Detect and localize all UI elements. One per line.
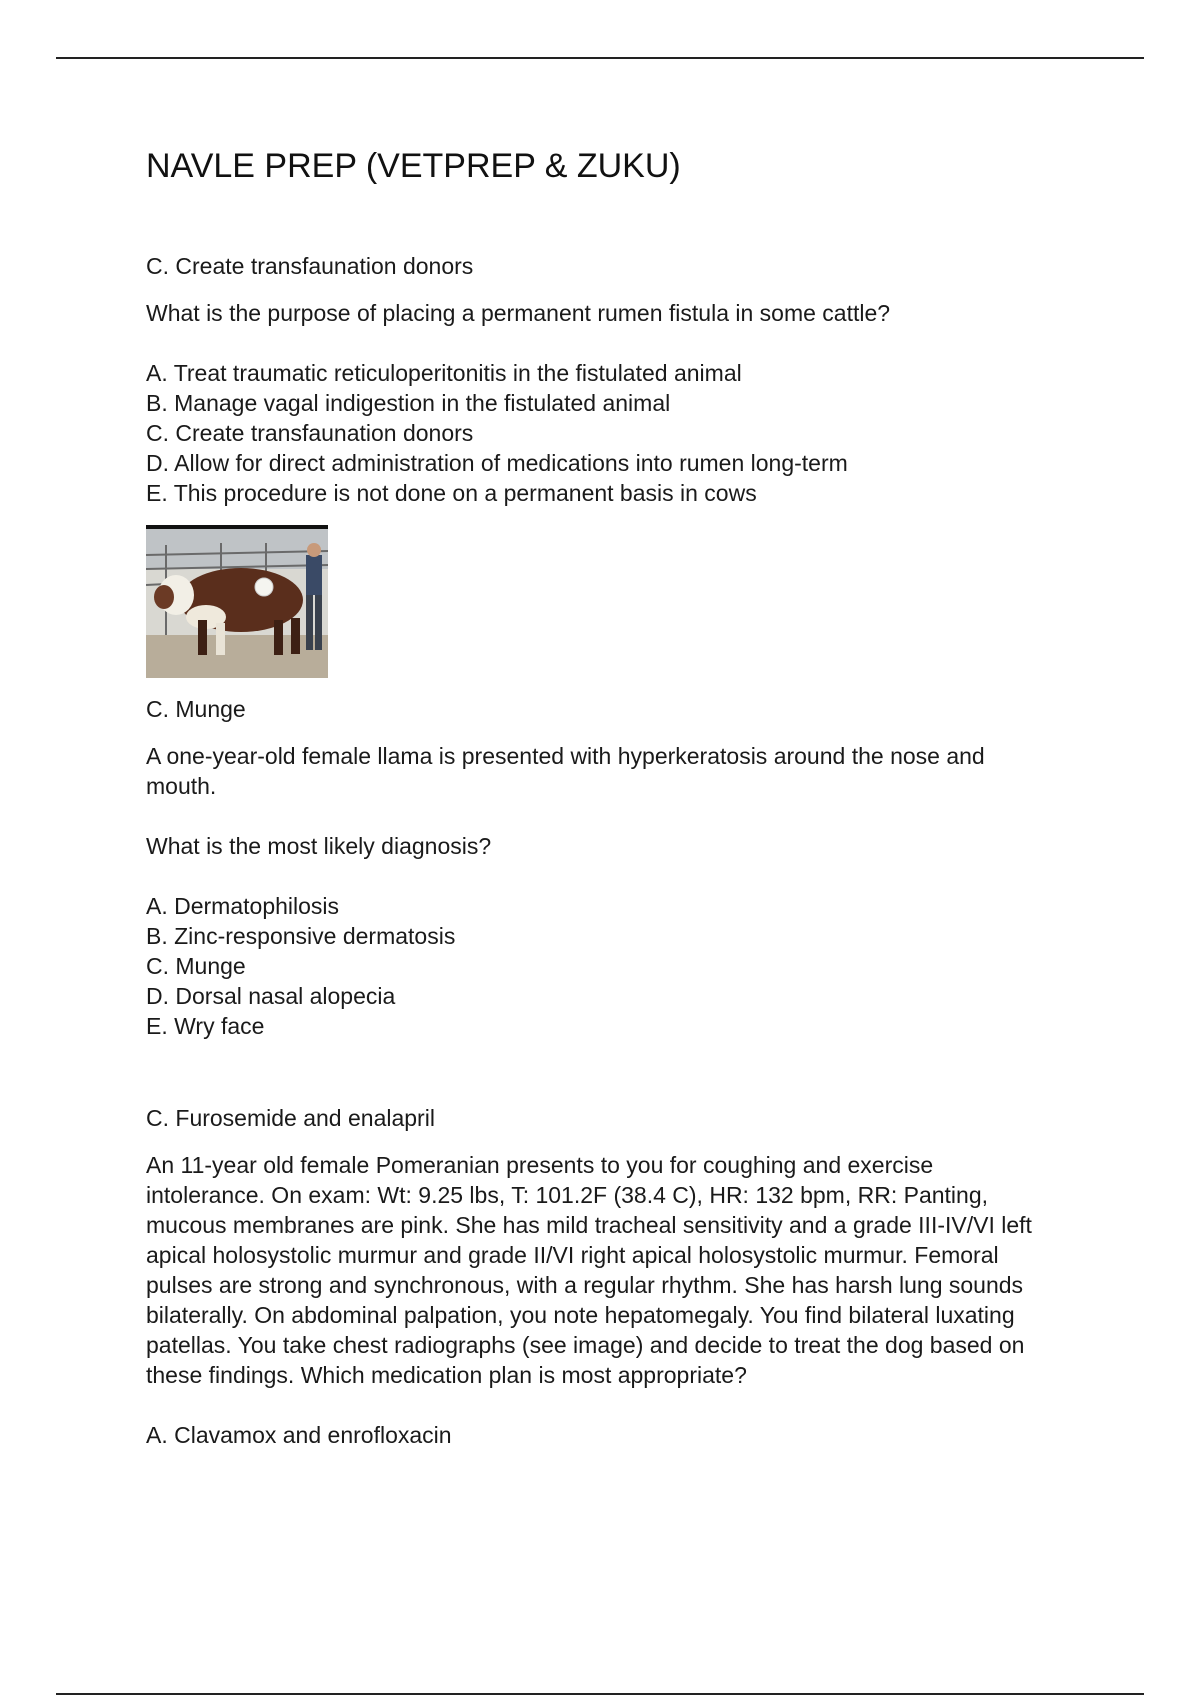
question-2 [146,741,1096,801]
option-1e: E. This procedure is not done on a permanent basis in cows [146,480,757,506]
question-3-line-2: intolerance. On exam: Wt: 9.25 lbs, T: 101.2F (38.4 C), HR: 132 bpm, RR: Panting, [146,1182,989,1208]
option-2e: E. Wry face [146,1013,265,1039]
option-1d: D. Allow for direct administration of medications into rumen long-term [146,450,848,476]
option-2d: D. Dorsal nasal alopecia [146,983,396,1009]
question-3-line-3: mucous membranes are pink. She has mild tracheal sensitivity and a grade III-IV/VI left [146,1212,1032,1238]
question-3-line-1: An 11-year old female Pomeranian presents to you for coughing and exercise [146,1152,934,1178]
page-title: NAVLE PREP (VETPREP & ZUKU) [146,147,681,185]
cow-photo-illustration [146,525,328,678]
question-3 [146,1150,1096,1390]
cow-photo [146,525,328,678]
question-2-line-2: mouth. [146,773,217,799]
option-3a: A. Clavamox and enrofloxacin [146,1422,452,1448]
answer-3: C. Furosemide and enalapril [146,1105,435,1131]
answer-1: C. Create transfaunation donors [146,253,474,279]
question-3-line-5: pulses are strong and synchronous, with a regular rhythm. She has harsh lung sounds [146,1272,1024,1298]
option-2c: C. Munge [146,953,246,979]
option-1b: B. Manage vagal indigestion in the fistulated animal [146,390,671,416]
bottom-rule [56,1693,1144,1695]
options-3 [146,1420,1096,1450]
question-1: What is the purpose of placing a permanent rumen fistula in some cattle? [146,300,891,326]
question-3-line-7: patellas. You take chest radiographs (see image) and decide to treat the dog based on [146,1332,1025,1358]
question-3-line-8: these findings. Which medication plan is most appropriate? [146,1362,747,1388]
question-2-line-1: A one-year-old female llama is presented with hyperkeratosis around the nose and [146,743,985,769]
option-2a: A. Dermatophilosis [146,893,340,919]
question-3-line-6: bilaterally. On abdominal palpation, you note hepatomegaly. You find bilateral luxating [146,1302,1015,1328]
option-1a: A. Treat traumatic reticuloperitonitis in the fistulated animal [146,360,742,386]
answer-2: C. Munge [146,696,246,722]
question-2-followup: What is the most likely diagnosis? [146,833,492,859]
options-2 [146,891,1096,1041]
question-3-line-4: apical holosystolic murmur and grade II/VI right apical holosystolic murmur. Femoral [146,1242,999,1268]
options-1 [146,358,1096,508]
option-2b: B. Zinc-responsive dermatosis [146,923,456,949]
top-rule [56,57,1144,59]
option-1c: C. Create transfaunation donors [146,420,474,446]
